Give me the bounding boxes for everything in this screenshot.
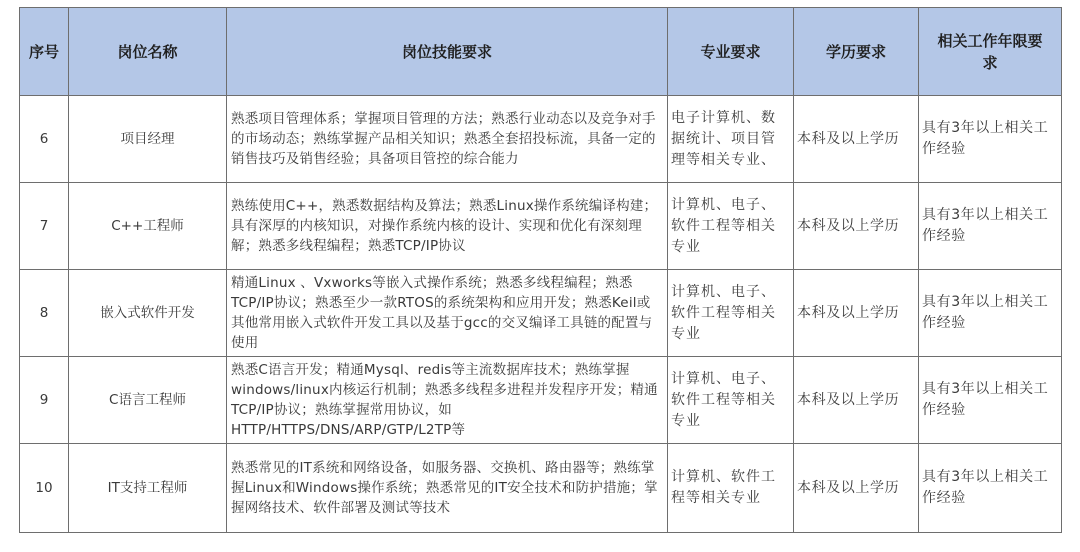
- table-row: [20, 183, 1062, 270]
- job-requirements-table: [19, 7, 1062, 533]
- cell-education: 本科及以上学历: [794, 270, 919, 357]
- cell-experience: 具有3年以上相关工作经验: [919, 444, 1062, 533]
- header-index: 序号: [20, 8, 69, 96]
- cell-index: 10: [20, 444, 69, 533]
- cell-position: 嵌入式软件开发: [69, 270, 227, 357]
- table-row: [20, 270, 1062, 357]
- cell-skills: 熟悉常见的IT系统和网络设备，如服务器、交换机、路由器等；熟练掌握Linux和Windows操作系统；熟悉常见的IT安全技术和防护措施；掌握网络技术、软件部署及测试等技术: [227, 444, 668, 533]
- cell-skills: 熟悉C语言开发；精通Mysql、redis等主流数据库技术；熟练掌握windows/linux内核运行机制；熟悉多线程多进程并发程序开发；精通TCP/IP协议；熟练掌握常用协议，如HTTP/HTTPS/DNS/ARP/GTP/L2TP等: [227, 357, 668, 444]
- cell-experience: 具有3年以上相关工作经验: [919, 183, 1062, 270]
- cell-education: 本科及以上学历: [794, 183, 919, 270]
- cell-position: IT支持工程师: [69, 444, 227, 533]
- header-experience: 相关工作年限要求: [919, 8, 1062, 96]
- table-row: [20, 96, 1062, 183]
- cell-position: C++工程师: [69, 183, 227, 270]
- cell-major: 电子计算机、数据统计、项目管理等相关专业、: [668, 96, 794, 183]
- cell-index: 6: [20, 96, 69, 183]
- table-row: [20, 444, 1062, 533]
- table-header-row: [20, 8, 1062, 96]
- job-requirements-table-container: [19, 7, 1062, 533]
- cell-education: 本科及以上学历: [794, 444, 919, 533]
- cell-experience: 具有3年以上相关工作经验: [919, 357, 1062, 444]
- cell-experience: 具有3年以上相关工作经验: [919, 270, 1062, 357]
- cell-index: 7: [20, 183, 69, 270]
- cell-education: 本科及以上学历: [794, 357, 919, 444]
- cell-skills: 精通Linux 、Vxworks等嵌入式操作系统；熟悉多线程编程；熟悉TCP/IP协议；熟悉至少一款RTOS的系统架构和应用开发；熟悉Keil或其他常用嵌入式软件开发工具以及基于gcc的交叉编译工具链的配置与使用: [227, 270, 668, 357]
- header-major: 专业要求: [668, 8, 794, 96]
- cell-index: 9: [20, 357, 69, 444]
- cell-major: 计算机、电子、软件工程等相关专业: [668, 357, 794, 444]
- cell-major: 计算机、软件工程等相关专业: [668, 444, 794, 533]
- cell-major: 计算机、电子、软件工程等相关专业: [668, 183, 794, 270]
- cell-skills: 熟悉项目管理体系；掌握项目管理的方法；熟悉行业动态以及竞争对手的市场动态；熟练掌握产品相关知识；熟悉全套招投标流，具备一定的销售技巧及销售经验；具备项目管控的综合能力: [227, 96, 668, 183]
- cell-major: 计算机、电子、软件工程等相关专业: [668, 270, 794, 357]
- table-row: [20, 357, 1062, 444]
- cell-experience: 具有3年以上相关工作经验: [919, 96, 1062, 183]
- cell-skills: 熟练使用C++，熟悉数据结构及算法；熟悉Linux操作系统编译构建；具有深厚的内核知识，对操作系统内核的设计、实现和优化有深刻理解；熟悉多线程编程；熟悉TCP/IP协议: [227, 183, 668, 270]
- header-skills: 岗位技能要求: [227, 8, 668, 96]
- header-position: 岗位名称: [69, 8, 227, 96]
- cell-index: 8: [20, 270, 69, 357]
- cell-position: 项目经理: [69, 96, 227, 183]
- cell-position: C语言工程师: [69, 357, 227, 444]
- header-education: 学历要求: [794, 8, 919, 96]
- cell-education: 本科及以上学历: [794, 96, 919, 183]
